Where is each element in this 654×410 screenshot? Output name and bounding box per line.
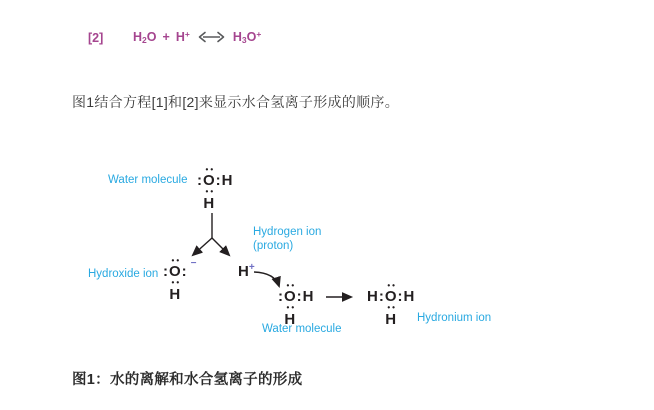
equation-formula <box>133 28 261 46</box>
label-hydroxide-ion: Hydroxide ion <box>88 268 159 280</box>
bond-pair-colon: : <box>197 172 203 189</box>
lewis-structure-hydroxide <box>163 258 198 302</box>
h2o-term: $H_2O$ <box>133 30 157 45</box>
lone-pair-dots-icon: •• <box>205 165 216 174</box>
plus-sign: + <box>162 30 170 44</box>
equilibrium-double-arrow-icon <box>198 31 225 43</box>
label-hydrogen-ion-line2: (proton) <box>253 239 294 252</box>
negative-charge: − <box>190 258 198 269</box>
lone-pair-dots-icon: •• <box>387 281 397 290</box>
bond-pair-hydrogen: :H <box>397 288 416 305</box>
intro-text: 图1结合方程[1]和[2]来显示水合氢离子形成的顺序。 <box>72 94 400 110</box>
equation-number: [2] <box>88 31 104 45</box>
figure-caption-text: 水的离解和水合氢离子的形成 <box>109 372 303 388</box>
label-hydrogen-ion <box>253 226 321 253</box>
hydrogen-symbol: H <box>169 286 182 303</box>
hydrogen-bond-pair: H: <box>367 288 385 305</box>
lone-pair-colon: : <box>163 263 169 280</box>
lone-pair-dots-icon: •• <box>286 281 297 290</box>
label-hydrogen-ion-line1: Hydrogen ion <box>253 226 322 238</box>
figure-caption <box>72 368 302 389</box>
lewis-structure-water-1 <box>197 167 234 211</box>
bond-pair-dots-icon: •• <box>387 303 397 312</box>
label-water-molecule-2: Water molecule <box>262 323 342 335</box>
figure-caption-separator: ： <box>95 372 110 388</box>
branch-to-hydroxide-arrow <box>193 238 212 255</box>
figure-caption-label: 图1 <box>72 372 96 388</box>
hydrogen-symbol: H <box>203 195 216 212</box>
bond-pair-dots-icon: •• <box>205 187 216 196</box>
label-water-molecule-1: Water molecule <box>108 174 188 186</box>
bond-pair-dots-icon: •• <box>171 278 182 287</box>
hydrogen-symbol: H <box>385 311 398 328</box>
bond-pair-dots-icon: •• <box>286 303 297 312</box>
proton-symbol <box>238 264 255 280</box>
proton-term: H+ <box>175 29 190 44</box>
bond-pair-hydrogen: :H <box>296 288 315 305</box>
branch-to-proton-arrow <box>212 238 229 255</box>
bond-pair-colon: : <box>278 288 284 305</box>
lewis-structure-hydronium <box>367 283 415 327</box>
proton-transfer-curved-arrow <box>254 272 279 286</box>
bond-pair-hydrogen: :H <box>215 172 234 189</box>
lone-pair-dots-icon: •• <box>171 256 182 265</box>
hydrogen-symbol: H <box>238 263 249 280</box>
h3o-term: $H_3O^+$ <box>232 29 262 45</box>
lewis-structure-water-2 <box>278 283 315 327</box>
positive-charge: + <box>248 262 255 273</box>
label-hydronium-ion: Hydronium ion <box>417 312 492 324</box>
hydrogen-symbol: H <box>284 311 297 328</box>
oxygen-symbol: O <box>169 263 182 280</box>
oxygen-symbol: O <box>284 288 297 305</box>
oxygen-symbol: O <box>203 172 216 189</box>
lone-pair-colon: : <box>181 263 188 280</box>
oxygen-symbol: O <box>384 288 398 305</box>
figure-1-diagram <box>0 160 654 365</box>
